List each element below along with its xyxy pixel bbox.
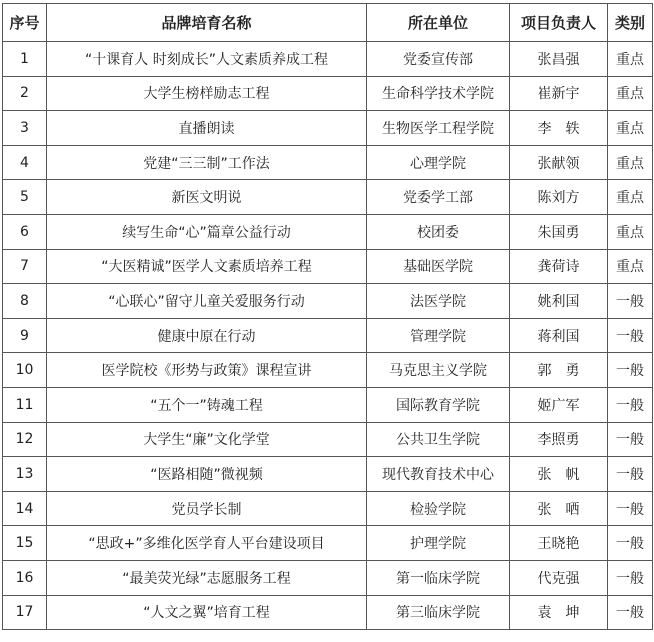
cell-person-in-charge: 李照勇 — [510, 422, 608, 457]
cell-person-in-charge: 朱国勇 — [510, 214, 608, 249]
cell-category: 重点 — [608, 180, 653, 215]
cell-unit: 校团委 — [367, 214, 510, 249]
cell-index: 1 — [3, 42, 47, 77]
cell-unit: 生命科学技术学院 — [367, 76, 510, 111]
cell-person-in-charge: 张昌强 — [510, 42, 608, 77]
cell-brand-name: “五个一”铸魂工程 — [47, 387, 367, 422]
cell-category: 一般 — [608, 353, 653, 388]
table-header — [3, 4, 653, 42]
cell-brand-name: “心联心”留守儿童关爱服务行动 — [47, 284, 367, 319]
cell-person-in-charge: 张 哂 — [510, 491, 608, 526]
cell-person-in-charge: 蒋利国 — [510, 318, 608, 353]
table-row — [3, 42, 653, 77]
table-row — [3, 76, 653, 111]
header-index: 序号 — [3, 4, 47, 42]
cell-unit: 管理学院 — [367, 318, 510, 353]
table-row — [3, 180, 653, 215]
cell-category: 一般 — [608, 422, 653, 457]
cell-unit: 第三临床学院 — [367, 595, 510, 630]
cell-category: 重点 — [608, 214, 653, 249]
header-category: 类别 — [608, 4, 653, 42]
table-row — [3, 249, 653, 284]
cell-person-in-charge: 张献领 — [510, 145, 608, 180]
header-unit: 所在单位 — [367, 4, 510, 42]
cell-category: 重点 — [608, 249, 653, 284]
cell-brand-name: “最美荧光绿”志愿服务工程 — [47, 560, 367, 595]
cell-brand-name: 大学生榜样励志工程 — [47, 76, 367, 111]
cell-brand-name: “医路相随”微视频 — [47, 457, 367, 492]
cell-unit: 检验学院 — [367, 491, 510, 526]
table-row — [3, 318, 653, 353]
cell-person-in-charge: 陈刘方 — [510, 180, 608, 215]
table-row — [3, 526, 653, 561]
cell-person-in-charge: 代克强 — [510, 560, 608, 595]
cell-index: 11 — [3, 387, 47, 422]
cell-index: 13 — [3, 457, 47, 492]
cell-brand-name: 续写生命“心”篇章公益行动 — [47, 214, 367, 249]
header-brand-name: 品牌培育名称 — [47, 4, 367, 42]
brand-project-table — [2, 3, 653, 630]
cell-index: 17 — [3, 595, 47, 630]
cell-person-in-charge: 袁 坤 — [510, 595, 608, 630]
cell-unit: 现代教育技术中心 — [367, 457, 510, 492]
cell-brand-name: 大学生“廉”文化学堂 — [47, 422, 367, 457]
cell-brand-name: 健康中原在行动 — [47, 318, 367, 353]
cell-person-in-charge: 姬广军 — [510, 387, 608, 422]
cell-category: 重点 — [608, 76, 653, 111]
cell-person-in-charge: 郭 勇 — [510, 353, 608, 388]
cell-person-in-charge: 王晓艳 — [510, 526, 608, 561]
cell-unit: 马克思主义学院 — [367, 353, 510, 388]
cell-person-in-charge: 龚荷诗 — [510, 249, 608, 284]
header-row — [3, 4, 653, 42]
table-row — [3, 214, 653, 249]
cell-unit: 生物医学工程学院 — [367, 111, 510, 146]
cell-index: 9 — [3, 318, 47, 353]
cell-brand-name: 新医文明说 — [47, 180, 367, 215]
table-row — [3, 422, 653, 457]
cell-category: 一般 — [608, 284, 653, 319]
cell-brand-name: “思政+”多维化医学育人平台建设项目 — [47, 526, 367, 561]
table-row — [3, 353, 653, 388]
table-row — [3, 491, 653, 526]
cell-category: 重点 — [608, 111, 653, 146]
table-row — [3, 284, 653, 319]
cell-unit: 第一临床学院 — [367, 560, 510, 595]
cell-category: 一般 — [608, 387, 653, 422]
cell-index: 10 — [3, 353, 47, 388]
cell-person-in-charge: 李 轶 — [510, 111, 608, 146]
cell-person-in-charge: 姚利国 — [510, 284, 608, 319]
cell-unit: 心理学院 — [367, 145, 510, 180]
cell-category: 一般 — [608, 560, 653, 595]
cell-index: 3 — [3, 111, 47, 146]
cell-category: 一般 — [608, 595, 653, 630]
cell-brand-name: 直播朗读 — [47, 111, 367, 146]
cell-person-in-charge: 张 帆 — [510, 457, 608, 492]
cell-brand-name: 党员学长制 — [47, 491, 367, 526]
cell-index: 4 — [3, 145, 47, 180]
cell-brand-name: “大医精诚”医学人文素质培养工程 — [47, 249, 367, 284]
cell-category: 一般 — [608, 318, 653, 353]
cell-index: 5 — [3, 180, 47, 215]
cell-index: 8 — [3, 284, 47, 319]
table-row — [3, 457, 653, 492]
cell-index: 16 — [3, 560, 47, 595]
cell-category: 重点 — [608, 42, 653, 77]
cell-category: 一般 — [608, 491, 653, 526]
table-row — [3, 560, 653, 595]
cell-brand-name: “十课育人 时刻成长”人文素质养成工程 — [47, 42, 367, 77]
cell-unit: 法医学院 — [367, 284, 510, 319]
cell-brand-name: 医学院校《形势与政策》课程宣讲 — [47, 353, 367, 388]
cell-unit: 国际教育学院 — [367, 387, 510, 422]
cell-category: 一般 — [608, 457, 653, 492]
cell-unit: 护理学院 — [367, 526, 510, 561]
table-row — [3, 111, 653, 146]
cell-index: 14 — [3, 491, 47, 526]
cell-index: 12 — [3, 422, 47, 457]
cell-index: 6 — [3, 214, 47, 249]
cell-index: 2 — [3, 76, 47, 111]
table-body — [3, 42, 653, 630]
cell-brand-name: 党建“三三制”工作法 — [47, 145, 367, 180]
table-row — [3, 145, 653, 180]
cell-unit: 党委学工部 — [367, 180, 510, 215]
cell-unit: 党委宣传部 — [367, 42, 510, 77]
header-person-in-charge: 项目负责人 — [510, 4, 608, 42]
table-row — [3, 595, 653, 630]
table-row — [3, 387, 653, 422]
cell-unit: 公共卫生学院 — [367, 422, 510, 457]
cell-unit: 基础医学院 — [367, 249, 510, 284]
cell-person-in-charge: 崔新宇 — [510, 76, 608, 111]
cell-category: 一般 — [608, 526, 653, 561]
cell-brand-name: “人文之翼”培育工程 — [47, 595, 367, 630]
cell-index: 7 — [3, 249, 47, 284]
cell-category: 重点 — [608, 145, 653, 180]
cell-index: 15 — [3, 526, 47, 561]
